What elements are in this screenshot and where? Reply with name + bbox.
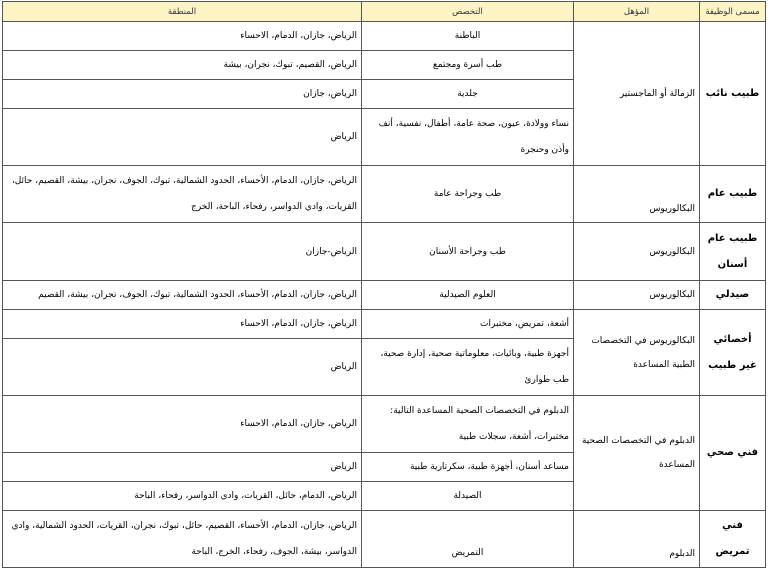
- table-row: [3, 511, 766, 568]
- table-row: [3, 281, 766, 310]
- specialty-cell: أشعة، تمريض، مختبرات: [362, 310, 574, 339]
- region-cell: الرياض: [3, 109, 362, 166]
- header-specialty: التخصص: [362, 2, 574, 22]
- table-header-row: [3, 2, 766, 22]
- job-title-cell: فني صحي: [700, 396, 766, 511]
- qualification-cell: البكالوريوس في التخصصات الطبية المساعدة: [574, 310, 700, 396]
- region-cell: الرياض، جازان: [3, 80, 362, 109]
- header-qualification: المؤهل: [574, 2, 700, 22]
- region-cell: الرياض، جازان، الدمام، الأحساء، الحدود الشمالية، تبوك، الجوف، نجران، بيشة، القصيم، حائل، القريات، وادي الدواسر، رفحاء، الباحة، الخرج: [3, 166, 362, 223]
- region-cell: الرياض، جازان، الدمام، الاحساء: [3, 310, 362, 339]
- region-cell: الرياض-جازان: [3, 223, 362, 281]
- specialty-cell: طب وجراحة عامة: [362, 166, 574, 223]
- region-cell: الرياض، جازان، الدمام، الأحساء، الحدود الشمالية، تبوك، الجوف، نجران، بيشة، القصيم: [3, 281, 362, 310]
- specialty-cell: العلوم الصيدلية: [362, 281, 574, 310]
- table-row: [3, 223, 766, 281]
- specialty-cell: الباطنة: [362, 22, 574, 51]
- job-title-cell: طبيب نائب: [700, 22, 766, 166]
- specialty-cell: طب أسرة ومجتمع: [362, 51, 574, 80]
- specialty-cell: التمريض: [362, 511, 574, 568]
- specialty-cell: الدبلوم في التخصصات الصحية المساعدة التالية: مختبرات، أشعة، سجلات طبية: [362, 396, 574, 453]
- region-cell: الرياض، جازان، الدمام، الاحساء: [3, 396, 362, 453]
- specialty-cell: أجهزة طبية، وبائيات، معلوماتية صحية، إدارة صحية، طب طوارئ: [362, 339, 574, 396]
- qualification-cell: الدبلوم في التخصصات الصحية المساعدة: [574, 396, 700, 511]
- region-cell: الرياض، الدمام، حائل، القريات، وادي الدواسر، رفحاء، الباحة: [3, 482, 362, 511]
- region-cell: الرياض: [3, 453, 362, 482]
- job-title-cell: فني تمريض: [700, 511, 766, 568]
- qualification-cell: البكالوريوس: [574, 223, 700, 281]
- specialty-cell: جلدية: [362, 80, 574, 109]
- job-title-cell: طبيب عام: [700, 166, 766, 223]
- qualification-cell: الدبلوم: [574, 511, 700, 568]
- specialty-cell: نساء وولادة، عيون، صحة عامة، أطفال، نفسية، أنف وأذن وحنجرة: [362, 109, 574, 166]
- specialty-cell: مساعد أسنان، أجهزة طبية، سكرتارية طبية: [362, 453, 574, 482]
- specialty-cell: الصيدلة: [362, 482, 574, 511]
- job-title-cell: صيدلي: [700, 281, 766, 310]
- qualification-cell: البكالوريوس: [574, 281, 700, 310]
- jobs-table: [2, 1, 766, 568]
- table-row: [3, 396, 766, 453]
- header-job-title: مسمى الوظيفة: [700, 2, 766, 22]
- region-cell: الرياض، جازان، الدمام، الاحساء: [3, 22, 362, 51]
- specialty-cell: طب وجراحة الأسنان: [362, 223, 574, 281]
- region-cell: الرياض، القصيم، تبوك، نجران، بيشة: [3, 51, 362, 80]
- qualification-cell: البكالوريوس: [574, 166, 700, 223]
- table-row: [3, 310, 766, 339]
- region-cell: الرياض، جازان، الدمام، الأحساء، القصيم، حائل، تبوك، نجران، القريات، الحدود الشمالية، وادي الدواسر، بيشة، الجوف، رفحاء، الخرج، الباحة: [3, 511, 362, 568]
- table-row: [3, 166, 766, 223]
- region-cell: الرياض: [3, 339, 362, 396]
- qualification-cell: الزمالة أو الماجستير: [574, 22, 700, 166]
- table-row: [3, 22, 766, 51]
- header-region: المنطقة: [3, 2, 362, 22]
- job-title-cell: طبيب عام أسنان: [700, 223, 766, 281]
- job-title-cell: أخصائي غير طبيب: [700, 310, 766, 396]
